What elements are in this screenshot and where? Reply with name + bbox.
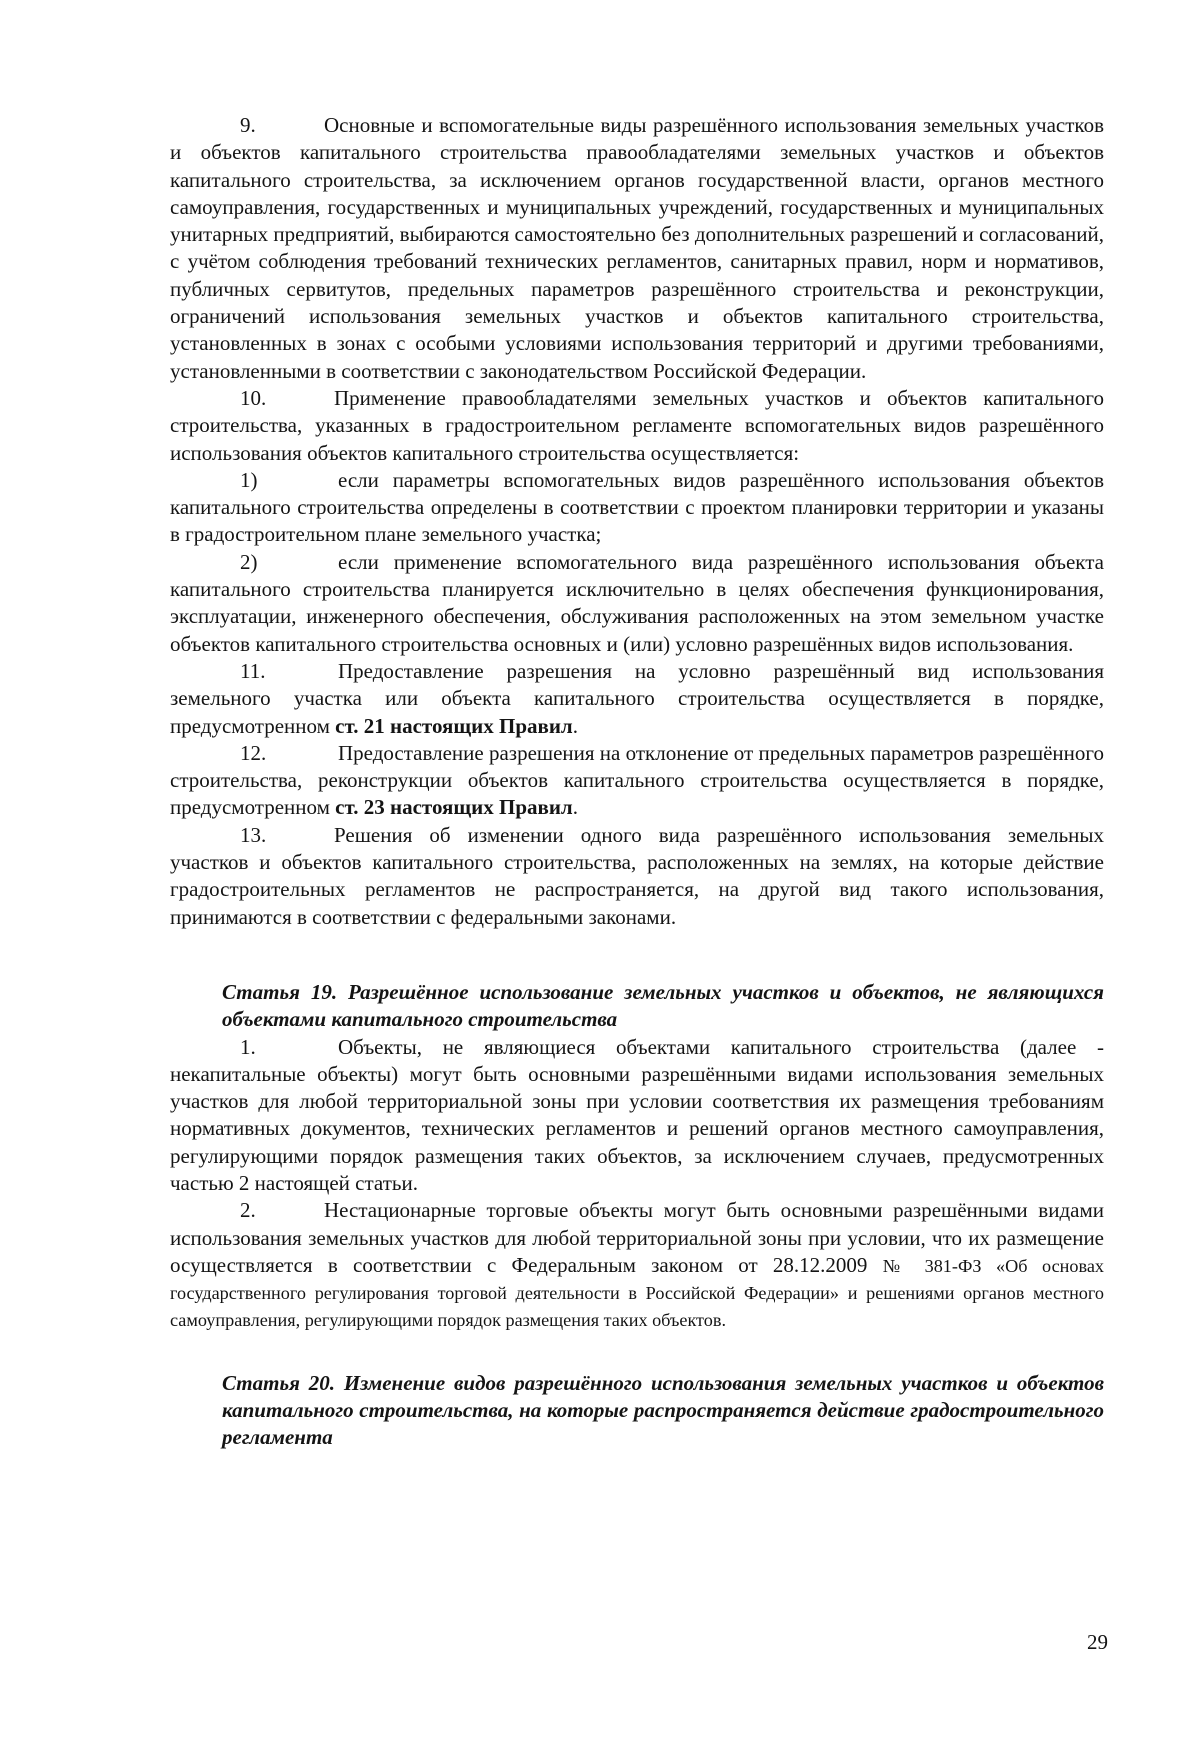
rule-reference: ст. 21 настоящих Правил [335,713,573,738]
item-text: если применение вспомогательного вида разрешённого использования объекта капитального строительства планируется исключительно в целях обеспечения функционирования, эксплуатации, инженерного обеспечения, обслуживания расположенных на этом земельном участке объектов капитального строительства основных и (или) условно разрешённых видов использования. [170,549,1104,656]
item-number: 13. [240,822,267,847]
item-text: Основные и вспомогательные виды разрешённого использования земельных участков и объектов капитального строительства правообладателями земельных участков и объектов капитального строительства, за исключением органов государственной власти, органов местного самоуправления, государственных и муниципальных учреждений, государственных и муниципальных унитарных предприятий, выбираются самостоятельно без дополнительных разрешений и согласований, с учётом соблюдения требований технических регламентов, санитарных правил, норм и нормативов, публичных сервитутов, предельных параметров разрешённого строительства и реконструкции, ограничений использования земельных участков и объектов капитального строительства, установленных в зонах с особыми условиями использования территорий и другими требованиями, установленными в соответствии с законодательством Российской Федерации. [170,113,1104,383]
paragraph-13 [170,822,1104,931]
item-number: 9. [240,113,256,137]
item-text: Решения об изменении одного вида разрешённого использования земельных участков и объектов капитального строительства, расположенных на землях, на которые действие градостроительных регламентов не распространяется, на другой вид такого использования, принимаются в соответствии с федеральными законами. [170,822,1104,929]
item-number: 11. [240,658,266,683]
rule-reference: ст. 23 настоящих Правил [335,795,573,820]
article-20-heading: Статья 20. Изменение видов разрешённого использования земельных участков и объектов капитального строительства, на которые распространяется действие градостроительного регламента [222,1370,1104,1450]
article-19-heading: Статья 19. Разрешённое использование земельных участков и объектов, не являющихся объектами капитального строительства [222,979,1104,1032]
item-text: Объекты, не являющиеся объектами капитального строительства (далее - некапитальные объекты) могут быть основными разрешёнными видами использования земельных участков для любой территориальной зоны при условии соответствия их размещения требованиям нормативных документов, технических регламентов и решений органов местного самоуправления, регулирующими порядок размещения таких объектов, за исключением случаев, предусмотренных частью 2 настоящей статьи. [170,1034,1104,1195]
item-number: 12. [240,740,267,765]
paragraph-9 [170,112,1104,385]
paragraph-11 [170,658,1104,740]
item-number: 2) [240,549,258,574]
item-text-end: . [572,795,578,820]
paragraph-10 [170,385,1104,467]
article-19-paragraph-2 [170,1197,1104,1333]
item-number: 1) [240,467,258,492]
item-text: Применение правообладателями земельных участков и объектов капитального строительства, указанных в градостроительном регламенте вспомогательных видов разрешённого использования объектов капитального строительства осуществляется: [170,385,1104,465]
article-19-paragraph-1 [170,1034,1104,1198]
item-text-small: № 381-ФЗ «Об основах государственного регулирования торговой деятельности в Российской Федерации» и решениями органов местного самоуправления, регулирующими порядок размещения таких объектов. [170,1255,1104,1331]
subitem-2 [170,549,1104,658]
item-number: 1. [240,1034,256,1059]
page-body [170,112,1104,1452]
item-text: Предоставление разрешения на условно разрешённый вид использования земельного участка или объекта капитального строительства осуществляется в порядке, предусмотренном [170,658,1104,738]
item-number: 10. [240,385,267,410]
subitem-1 [170,467,1104,549]
page-number: 29 [1087,1630,1108,1654]
item-text-end: . [572,713,578,738]
item-text: Нестационарные торговые объекты могут быть основными разрешёнными видами использования земельных участков для любой территориальной зоны при условии, что их размещение осуществляется в соответствии с Федеральным законом от 28.12.2009 [170,1198,1104,1277]
item-number: 2. [240,1198,256,1223]
paragraph-12 [170,740,1104,822]
item-text: если параметры вспомогательных видов разрешённого использования объектов капитального строительства определены в соответствии с проектом планировки территории и указаны в градостроительном плане земельного участка; [170,467,1104,547]
item-text: Предоставление разрешения на отклонение от предельных параметров разрешённого строительства, реконструкции объектов капитального строительства осуществляется в порядке, предусмотренном [170,740,1104,820]
